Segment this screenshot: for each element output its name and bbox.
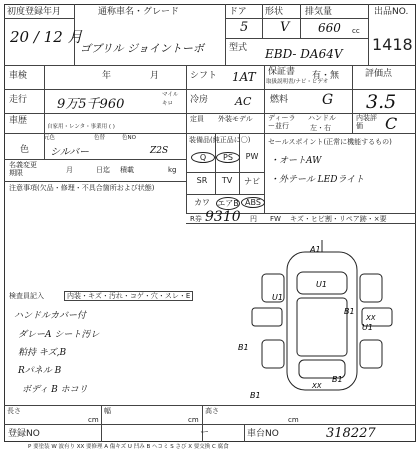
shaken-label: 車検 [9,71,28,81]
color-label: 色 [20,145,30,155]
width-unit: cm [188,416,199,424]
ext-model-label: 外装モデル [218,115,253,123]
mark-b1-a: B1 [344,307,355,316]
mileage-unit-mile: マイル [162,92,179,98]
inspector-title: 検査員記入 [9,292,44,300]
history-sub: 自家用・レンタ・事業用 ( ) [47,124,115,130]
color-change-label: 色替 [94,135,106,141]
mark-b1-b: B1 [238,343,249,352]
first-reg-value: 20 / 12 月 [10,28,83,46]
shape-label: 形状 [265,7,284,17]
equip-ps: PS [216,152,240,163]
sales-point-1: ・オートAW [270,156,322,166]
score-value: 3.5 [366,91,397,113]
width-label: 幅 [104,407,111,415]
displacement-value: 660 [318,21,341,35]
handle-value: 左・右 [310,124,331,132]
shift-value: 1AT [232,70,256,84]
r-ticket-label: R券 [190,215,202,223]
model-code-value: EBD- DA64V [265,47,343,61]
mark-a1: A1 [310,245,321,254]
load-unit: kg [168,166,177,174]
sales-point-2: ・外テール LEDライト [270,175,365,185]
fuel-value: G [322,92,334,108]
displacement-unit: cc [352,27,360,35]
score-label: 評価点 [365,69,393,79]
lot-number: 1418 [372,35,413,54]
mark-xx-a: XX [366,314,376,322]
name-change-month: 月 [66,166,73,174]
equip-sr: SR [196,176,208,185]
frame-no-value: 318227 [326,426,376,441]
reg-no-label: 登録NO [8,429,40,439]
reg-no-dash: ー [200,428,210,438]
inspector-note-5: ボディ B ホコリ [22,385,88,395]
frame-no-label: 車台NO [247,429,279,439]
warranty-sub: 取扱説明書/ナビ・ビデオ [266,79,329,85]
door-value: 5 [240,20,249,35]
warranty-value: 有・無 [312,71,340,81]
handle-label: ハンドル [308,114,336,122]
mark-u1-b: U1 [272,293,283,302]
inspector-legend: 内装・キズ・汚れ・コゲ・穴・スレ・E [64,291,193,301]
name-change-label: 名義変更期限 [9,161,37,177]
color-original-label: 元色 [44,135,56,141]
name-change-day: 日迄 [96,166,110,174]
r-ticket-value: 9310 [205,209,241,225]
car-damage-diagram [232,232,408,404]
capacity-label: 定員 [190,115,204,123]
inspector-note-3: 粕持 キズ,B [18,348,67,358]
r-ticket-unit: 円 [250,215,257,223]
damage-legend: P 要塗装 W 波有り XX 要修理 A 傷キズ U 凹み B へコミ S さび X 要交換 C 腐食 [28,444,229,450]
interior-label: 内装評価 [356,114,377,130]
color-no-label: 色NO [122,135,136,141]
mark-b1-c: B1 [332,375,343,384]
fuel-label: 燃料 [270,95,289,105]
model-name-value: ゴブリル ジョイントーボ [80,42,204,55]
mark-u1-c: U1 [362,323,373,332]
ac-value: AC [235,95,252,108]
shaken-month-label: 月 [150,71,160,81]
damage-keys: キズ・ヒビ割・リペア跡・×要 [290,215,387,223]
mileage-label: 走行 [9,95,28,105]
length-unit: cm [88,416,99,424]
mark-u1-a: U1 [316,280,327,289]
equip-navi: ナビ [244,177,260,186]
first-reg-label: 初度登録年月 [7,7,62,17]
load-label: 積載 [120,166,134,174]
inspector-note-4: Rパネル B [18,366,62,376]
equip-tv: TV [221,176,233,185]
warranty-label: 保証書 [268,67,296,77]
mileage-value: 9万5千960 [57,97,125,112]
length-label: 長さ [7,407,21,415]
equip-pw: PW [245,152,259,161]
height-unit: cm [288,416,299,424]
mark-xx-b: XX [312,382,322,390]
equip-abs: ABS [241,197,265,208]
model-code-label: 型式 [229,43,248,53]
displacement-label: 排気量 [305,7,333,17]
ac-label: 冷房 [190,95,209,105]
shape-value: V [280,20,290,35]
equipment-title: 装備品(純正品に〇) [189,136,251,144]
notes-label: 注意事項(欠品・修理・不具合箇所および状態) [9,184,155,192]
lot-label: 出品NO. [374,7,409,17]
equip-q: Q [191,152,215,163]
color-no-value: Z2S [150,146,169,156]
dealer-label: ディーラー並行 [268,114,296,130]
door-label: ドア [229,7,247,17]
equip-airbag: エアB [217,199,239,208]
history-label: 車歴 [9,116,28,126]
shaken-year-label: 年 [102,71,112,81]
shift-label: シフト [190,71,218,81]
color-value: シルバー [50,147,90,158]
mileage-unit-km: キロ [162,101,174,107]
equip-leather: カワ [194,198,210,207]
sales-point-title: セールスポイント(正常に機能するもの) [268,138,392,146]
fw-label: FW [270,215,281,223]
height-label: 高さ [205,407,219,415]
mark-b1-d: B1 [250,391,261,400]
inspector-note-1: ハンドルカバー付 [14,311,87,321]
interior-value: C [385,114,398,133]
model-name-label: 通称車名・グレード [98,7,180,17]
inspector-note-2: ダレーA シート汚レ [18,330,100,340]
